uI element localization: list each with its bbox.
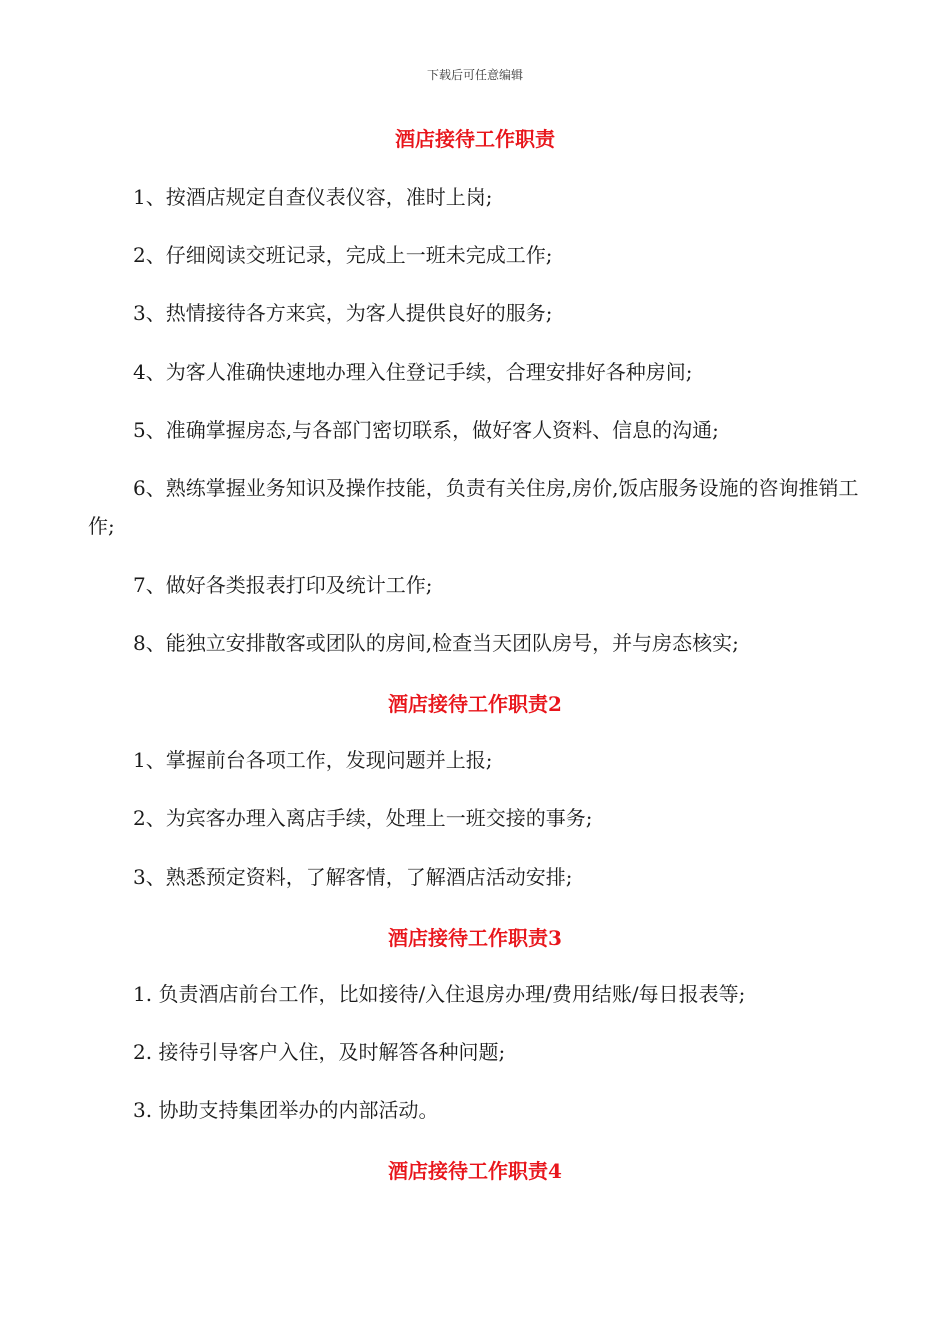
header-note: 下载后可任意编辑 xyxy=(426,68,523,82)
duty-item: 6、熟练掌握业务知识及操作技能，负责有关住房,房价,饭店服务设施的咨询推销工作; xyxy=(88,476,859,538)
duty-item: 1. 负责酒店前台工作，比如接待/入住退房办理/费用结账/每日报表等; xyxy=(133,982,746,1006)
duty-item: 8、能独立安排散客或团队的房间,检查当天团队房号，并与房态核实; xyxy=(133,631,739,655)
duty-item: 2. 接待引导客户入住，及时解答各种问题; xyxy=(133,1040,506,1064)
duty-item: 3、熟悉预定资料，了解客情，了解酒店活动安排; xyxy=(133,865,573,889)
duty-item: 2、为宾客办理入离店手续，处理上一班交接的事务; xyxy=(133,806,593,830)
duty-item: 3、热情接待各方来宾，为客人提供良好的服务; xyxy=(133,301,553,325)
duty-item: 1、掌握前台各项工作，发现问题并上报; xyxy=(133,748,493,772)
duty-item: 2、仔细阅读交班记录，完成上一班未完成工作; xyxy=(133,243,553,267)
section-title: 酒店接待工作职责4 xyxy=(388,1159,562,1183)
duty-item: 7、做好各类报表打印及统计工作; xyxy=(133,573,433,597)
duty-item: 4、为客人准确快速地办理入住登记手续，合理安排好各种房间; xyxy=(133,360,693,384)
section-title: 酒店接待工作职责2 xyxy=(388,692,562,716)
section-title: 酒店接待工作职责 xyxy=(395,127,555,151)
section-title: 酒店接待工作职责3 xyxy=(388,926,562,950)
duty-item: 3. 协助支持集团举办的内部活动。 xyxy=(133,1098,439,1122)
duty-item: 1、按酒店规定自查仪表仪容，准时上岗; xyxy=(133,185,493,209)
duty-item: 5、准确掌握房态,与各部门密切联系，做好客人资料、信息的沟通; xyxy=(133,418,719,442)
